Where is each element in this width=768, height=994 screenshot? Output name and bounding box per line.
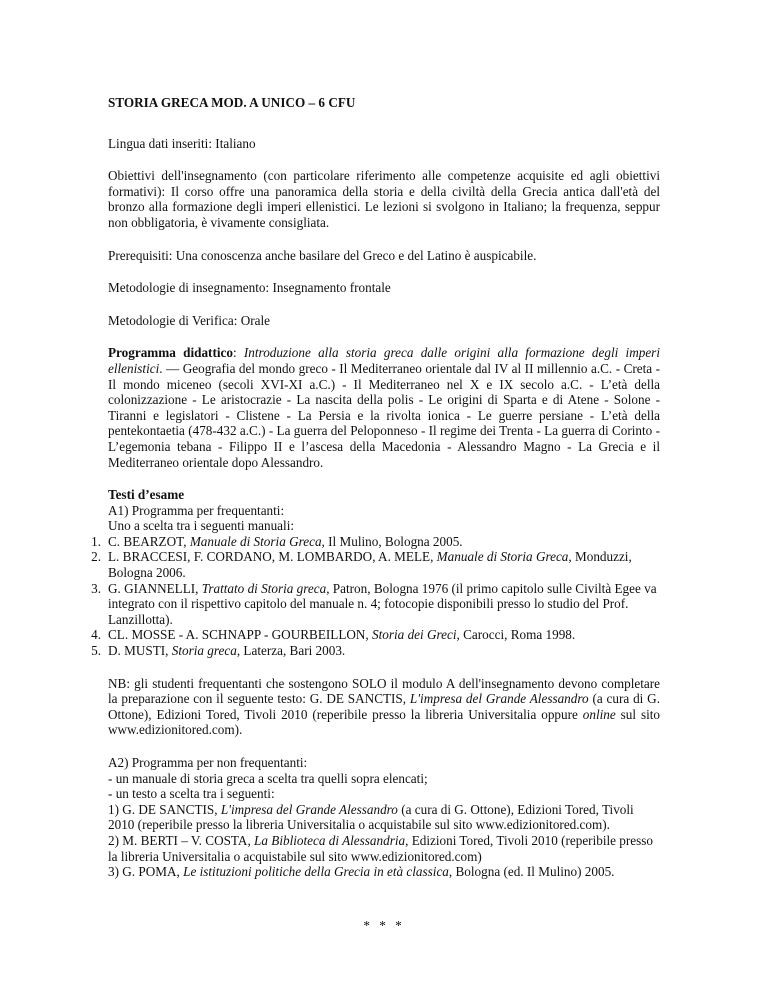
a2-item: [108, 864, 660, 880]
textbook-list: [91, 533, 660, 659]
book-author: CL. MOSSE - A. SCHNAPP - GOURBEILLON,: [108, 627, 373, 643]
book-author: D. MUSTI,: [108, 643, 172, 659]
a2-item-details: (a cura di G. Ottone), Edizioni Tored, Tivoli 2010 (reperibile presso la libreria Universitalia o acquistabile sul sito www.edizionitored.com).: [108, 801, 634, 833]
document-page: [91, 95, 660, 933]
a2-line: - un manuale di storia greca a scelta tra quelli sopra elencati;: [108, 770, 428, 786]
list-item: [91, 533, 660, 550]
list-item: [91, 643, 660, 659]
program-label: Programma didattico: [108, 345, 233, 361]
program-sep: :: [232, 345, 244, 361]
a2-item: [108, 802, 660, 833]
list-item: [91, 580, 660, 628]
nb-text-end: sul sito www.edizionitored.com).: [108, 706, 660, 738]
list-number: 3.: [91, 580, 101, 596]
a2-item-details: , Bologna (ed. Il Mulino) 2005.: [448, 864, 615, 880]
a2-item: [108, 833, 660, 864]
nb-text: NB: gli studenti frequentanti che sostengono SOLO il modulo A dell'insegnamento devono completare la preparazione con il seguente testo: G. DE SANCTIS,: [108, 675, 660, 707]
a2-item-details: , Edizioni Tored, Tivoli 2010 (reperibile presso la libreria Universitalia o acquistabile sul sito www.edizionitored.com): [108, 832, 653, 864]
a2-section: [108, 755, 660, 880]
a2-item-author: 1) G. DE SANCTIS,: [108, 801, 221, 817]
prerequisites-line: Prerequisiti: Una conoscenza anche basilare del Greco e del Latino è auspicabile.: [108, 247, 537, 263]
program-body: . — Geografia del mondo greco - Il Mediterraneo orientale dal IV al II millennio a.C. - Creta - Il mondo miceneo (secoli XVI-XI a.C.) - Il Mediterraneo nel X e IX secolo a.C. - L’età della colonizzazione - Le aristocrazie - La nascita della polis - Le origini di Sparta e di Atene - Solone - Tiranni e legislatori - Clistene - La Persia e la rivolta ionica - Le guerre persiane - L’età della pentekontaetia (478-432 a.C.) - La guerra del Peloponneso - Il regime dei Trenta - La guerra di Corinto - L’egemonia tebana - Filippo II e l’ascesa della Macedonia - Alessandro Magno - La Grecia e il Mediterraneo orientale dopo Alessandro.: [108, 360, 660, 470]
list-number: 2.: [91, 549, 101, 565]
book-details: , Monduzzi, Bologna 2006.: [108, 549, 632, 581]
a2-line: - un testo a scelta tra i seguenti:: [108, 786, 275, 802]
exam-texts-section: [91, 487, 660, 659]
course-title: STORIA GRECA MOD. A UNICO – 6 CFU: [108, 95, 356, 110]
language-line: Lingua dati inseriti: Italiano: [108, 135, 256, 151]
book-details: , Laterza, Bari 2003.: [236, 643, 346, 659]
a2-item-title: L'impresa del Grande Alessandro: [220, 801, 398, 817]
book-author: G. GIANNELLI,: [108, 580, 202, 596]
nb-paragraph: [108, 676, 660, 738]
a2-item-title: La Biblioteca di Alessandria: [254, 832, 406, 848]
program-title: Introduzione alla storia greca dalle origini alla formazione degli imperi ellenistici: [108, 345, 660, 376]
list-number: 4.: [91, 627, 101, 643]
objectives-paragraph: Obiettivi dell'insegnamento (con particolare riferimento alle competenze acquisite ed agli obiettivi formativi): Il corso offre una panoramica della storia e della civiltà della Grecia antica dall'età del bronzo alla formazione degli imperi ellenistici. Le lezioni si svolgono in Italiano; la frequenza, seppur non obbligatoria, è vivamente consigliata.: [108, 168, 660, 230]
book-details: , Carocci, Roma 1998.: [456, 627, 576, 643]
list-item: [91, 549, 660, 581]
a1-heading: A1) Programma per frequentanti:: [108, 502, 285, 518]
exam-texts-heading: Testi d’esame: [108, 487, 185, 503]
book-details: , Patron, Bologna 1976 (il primo capitolo sulle Civiltà Egee va integrato con il rispettivo capitolo del manuale n. 4; fotocopie disponibili presso lo studio del Prof. Lanzillotta).: [108, 580, 657, 627]
nb-text-mid: (a cura di G. Ottone), Edizioni Tored, Tivoli 2010 (reperibile presso la libreria Universitalia oppure: [108, 691, 660, 722]
nb-book-title: L'impresa del Grande Alessandro: [409, 691, 589, 707]
book-title: Manuale di Storia Greca: [189, 533, 322, 549]
book-details: , Il Mulino, Bologna 2005.: [321, 533, 463, 549]
book-author: L. BRACCESI, F. CORDANO, M. LOMBARDO, A. MELE,: [108, 549, 437, 565]
list-number: 1.: [91, 533, 101, 549]
book-author: C. BEARZOT,: [108, 533, 190, 549]
teaching-methods-line: Metodologie di insegnamento: Insegnamento frontale: [108, 280, 391, 296]
program-paragraph: [108, 345, 660, 470]
book-title: Storia greca: [171, 643, 237, 659]
a2-item-title: Le istituzioni politiche della Grecia in età classica: [183, 864, 449, 880]
list-item: [91, 627, 660, 643]
nb-online: online: [582, 706, 616, 722]
a2-item-author: 2) M. BERTI – V. COSTA,: [108, 832, 255, 848]
a2-heading: A2) Programma per non frequentanti:: [108, 755, 308, 770]
book-title: Manuale di Storia Greca: [436, 549, 569, 565]
assessment-methods-line: Metodologie di Verifica: Orale: [108, 312, 270, 328]
end-mark: * * *: [363, 917, 405, 933]
book-title: Trattato di Storia greca: [201, 580, 327, 596]
list-number: 5.: [91, 643, 101, 659]
book-title: Storia dei Greci: [372, 627, 457, 643]
a1-intro: Uno a scelta tra i seguenti manuali:: [108, 518, 295, 534]
a2-item-author: 3) G. POMA,: [108, 864, 184, 880]
